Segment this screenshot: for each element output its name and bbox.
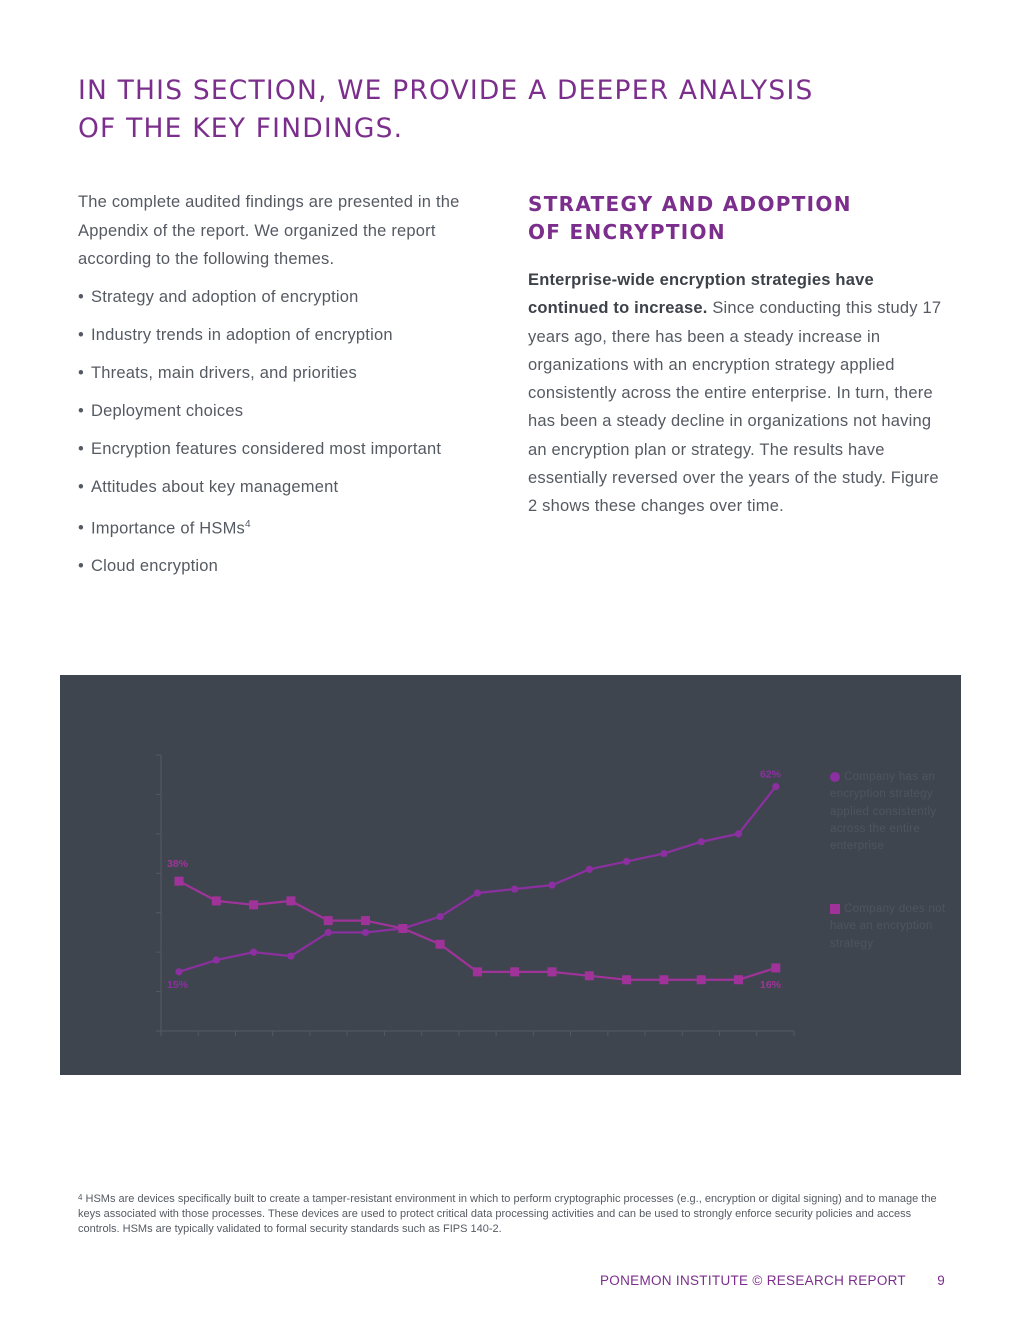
data-point-square xyxy=(175,877,184,886)
data-label-first: 15% xyxy=(167,978,189,991)
data-point-circle xyxy=(735,830,742,837)
data-point-circle xyxy=(623,858,630,865)
footnote-number: 4 xyxy=(78,1193,83,1202)
theme-text: Deployment choices xyxy=(91,401,244,420)
data-point-circle xyxy=(362,929,369,936)
themes-list xyxy=(78,283,493,581)
data-point-square xyxy=(286,896,295,905)
data-point-square xyxy=(585,971,594,980)
figure-2-chart xyxy=(60,675,961,1075)
data-point-square xyxy=(361,916,370,925)
data-point-square xyxy=(510,967,519,976)
strategy-lead-sentence: Enterprise-wide encryption strategies have continued to increase. xyxy=(528,271,874,318)
data-label-first: 38% xyxy=(167,858,189,871)
data-point-circle xyxy=(586,866,593,873)
theme-item xyxy=(78,552,493,581)
chart-series xyxy=(175,783,781,984)
data-point-circle xyxy=(287,952,294,959)
strategy-subhead xyxy=(528,190,943,246)
data-point-circle xyxy=(698,838,705,845)
theme-item xyxy=(78,321,493,350)
data-point-square xyxy=(324,916,333,925)
theme-text: Encryption features considered most important xyxy=(91,439,442,458)
data-point-square xyxy=(398,924,407,933)
data-point-square xyxy=(734,975,743,984)
data-point-circle xyxy=(437,913,444,920)
theme-item xyxy=(78,283,493,312)
data-point-circle xyxy=(511,885,518,892)
data-point-square xyxy=(659,975,668,984)
theme-item xyxy=(78,473,493,502)
theme-text: Cloud encryption xyxy=(91,557,219,575)
page-footer xyxy=(600,1273,945,1288)
subhead-line-2: OF ENCRYPTION xyxy=(528,220,726,244)
section-heading-line-1: IN THIS SECTION, WE PROVIDE A DEEPER ANALYSIS xyxy=(78,75,814,106)
page-number: 9 xyxy=(937,1273,945,1288)
section-heading xyxy=(78,72,938,148)
footnote-text: HSMs are devices specifically built to create a tamper-resistant environment in which to perform cryptographic processes (e.g., encryption or digital signing) and to manage the keys associated with those processes. These devices are used to protect critical data processing activities and can be used to strongly enforce security policies and access controls. HSMs are typically validated to formal security standards such as FIPS 140-2. xyxy=(78,1193,937,1235)
data-point-square xyxy=(548,967,557,976)
data-point-circle xyxy=(250,949,257,956)
line-chart-svg xyxy=(60,675,961,1075)
strategy-body: Since conducting this study 17 years ago, there has been a steady increase in organizations with an encryption strategy applied consistently across the entire enterprise. In turn, there has been a steady decline in organizations not having an encryption plan or strategy. The results have essentially reversed over the years of the study. Figure 2 shows these changes over time. xyxy=(528,299,942,516)
chart-data-labels xyxy=(167,769,782,991)
theme-text: Attitudes about key management xyxy=(91,477,339,496)
data-point-circle xyxy=(772,783,779,790)
data-point-square xyxy=(473,967,482,976)
footnote-ref[interactable]: 4 xyxy=(245,518,251,530)
data-point-square xyxy=(622,975,631,984)
theme-text: Strategy and adoption of encryption xyxy=(91,287,359,306)
data-point-square xyxy=(436,940,445,949)
theme-item xyxy=(78,359,493,388)
themes-column xyxy=(78,188,493,590)
data-point-square xyxy=(249,900,258,909)
series-line-1 xyxy=(179,787,776,972)
data-label-last: 16% xyxy=(760,978,782,991)
footer-label: PONEMON INSTITUTE © RESEARCH REPORT xyxy=(600,1273,906,1288)
legend-label-has-strategy xyxy=(830,769,955,855)
legend-label-no-strategy xyxy=(830,901,955,953)
strategy-paragraph xyxy=(528,266,943,521)
data-point-square xyxy=(212,896,221,905)
theme-item xyxy=(78,511,493,543)
theme-text: Threats, main drivers, and priorities xyxy=(91,363,357,382)
data-point-circle xyxy=(548,882,555,889)
footnote xyxy=(78,1192,940,1237)
intro-paragraph: The complete audited findings are presented in the Appendix of the report. We organized the report according to the following themes. xyxy=(78,193,460,268)
data-label-last: 62% xyxy=(760,768,782,781)
strategy-column xyxy=(528,190,943,521)
data-point-square xyxy=(697,975,706,984)
section-heading-line-2: OF THE KEY FINDINGS. xyxy=(78,113,404,144)
data-point-square xyxy=(771,963,780,972)
theme-item xyxy=(78,435,493,464)
data-point-circle xyxy=(474,889,481,896)
data-point-circle xyxy=(660,850,667,857)
legend-text-1: Company has an encryption strategy applied consistently across the entire enterprise xyxy=(830,771,937,853)
data-point-circle xyxy=(175,968,182,975)
theme-text: Industry trends in adoption of encryption xyxy=(91,325,393,344)
theme-item xyxy=(78,397,493,426)
legend-text-2: Company does not have an encryption strategy xyxy=(830,903,946,950)
theme-text: Importance of HSMs xyxy=(91,519,245,537)
subhead-line-1: STRATEGY AND ADOPTION xyxy=(528,192,852,216)
data-point-circle xyxy=(325,929,332,936)
data-point-circle xyxy=(213,956,220,963)
